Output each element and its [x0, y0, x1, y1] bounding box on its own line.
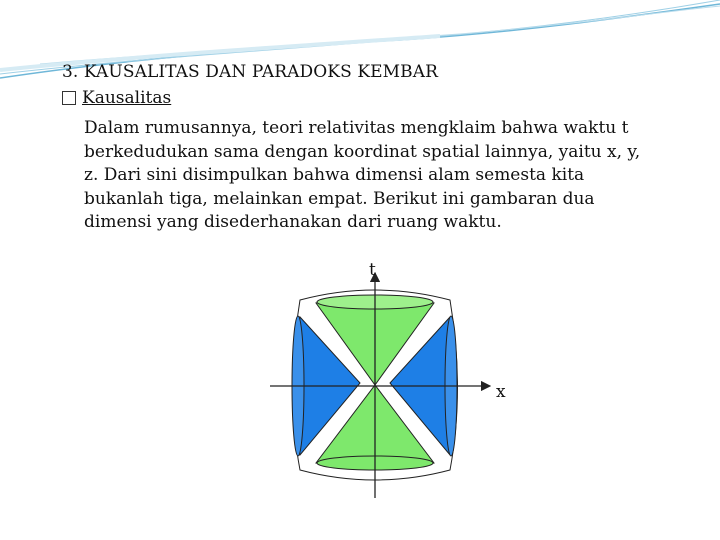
paragraph-line: berkedudukan sama dengan koordinat spatial lainnya, yaitu x, y, [84, 141, 641, 162]
paragraph-line: dimensi yang disederhanakan dari ruang waktu. [84, 212, 502, 232]
bullet-item-kausalitas [62, 88, 171, 108]
paragraph [84, 117, 664, 235]
paragraph-line: Dalam rumusannya, teori relativitas mengklaim bahwa waktu t [84, 118, 629, 138]
paragraph-line: z. Dari sini disimpulkan bahwa dimensi alam semesta kita [84, 165, 585, 185]
x-axis-label: x [496, 382, 506, 402]
bullet-label: Kausalitas [82, 88, 172, 108]
slide-heading: 3. KAUSALITAS DAN PARADOKS KEMBAR [62, 62, 439, 82]
spacetime-diagram [250, 255, 540, 505]
t-axis-label: t [369, 260, 376, 280]
paragraph-line: bukanlah tiga, melainkan empat. Berikut ini gambaran dua [84, 188, 595, 209]
checkbox-bullet-icon [62, 91, 76, 105]
